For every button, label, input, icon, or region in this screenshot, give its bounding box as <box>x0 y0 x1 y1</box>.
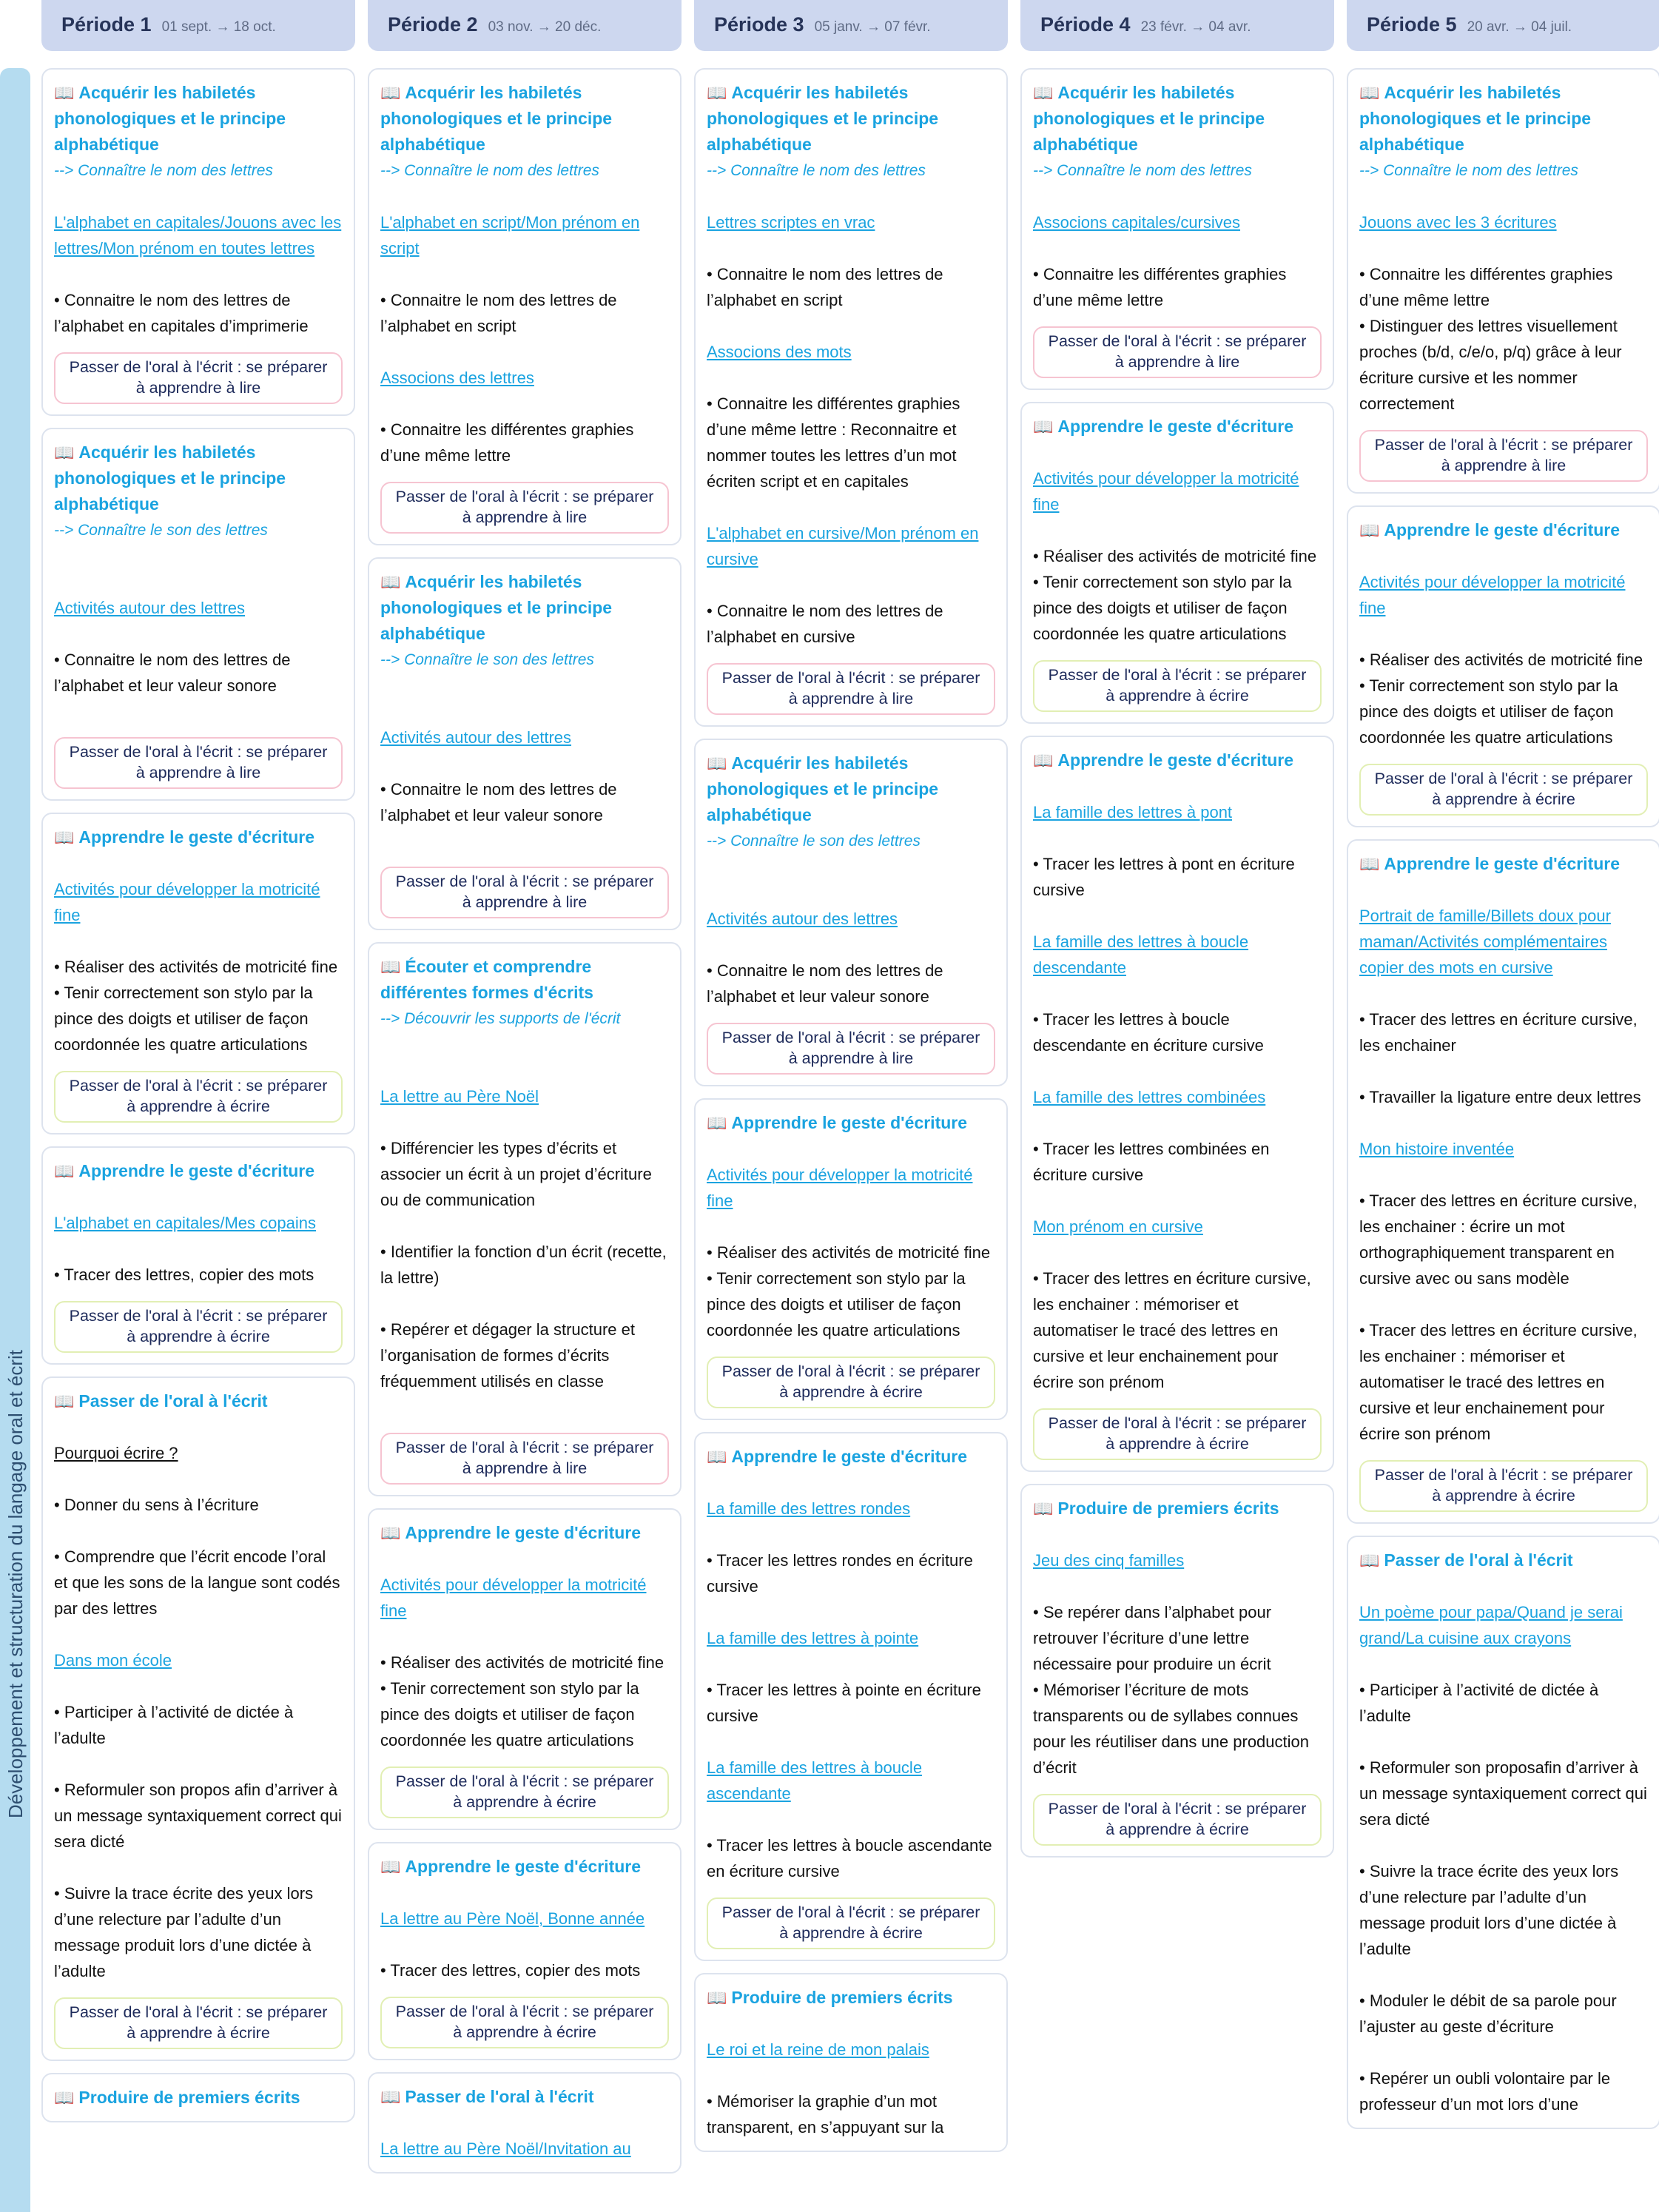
card-title: 📖 Acquérir les habiletés phonologiques et le principe alphabétique <box>54 443 286 514</box>
resource-link[interactable]: Associons des lettres <box>380 369 534 387</box>
period-header-2 <box>368 0 682 51</box>
card-subtitle: --> Connaître le son des lettres <box>707 833 921 850</box>
book-icon: 📖 <box>707 1448 727 1466</box>
book-icon: 📖 <box>380 958 401 976</box>
card-title: 📖 Acquérir les habiletés phonologiques et le principe alphabétique <box>54 83 286 154</box>
skill-bullet: • Réaliser des activités de motricité fine <box>1033 547 1317 565</box>
skill-bullet: • Réaliser des activités de motricité fine <box>54 958 338 976</box>
book-icon: 📖 <box>54 84 75 102</box>
resource-link[interactable]: Activités pour développer la motricité fine <box>380 1576 647 1620</box>
resource-link[interactable]: Activités pour développer la motricité fine <box>1033 469 1299 514</box>
skill-bullet: • Distinguer des lettres visuellement proches (b/d, c/e/o, p/q) grâce à leur écriture cursive et les nommer correctement <box>1359 317 1622 413</box>
skill-bullet: • Reformuler son propos afin d’arriver à un message syntaxiquement correct qui sera dicté <box>54 1781 342 1851</box>
skill-bullet: • Tenir correctement son stylo par la pince des doigts et utiliser de façon coordonnée les quatre articulations <box>380 1679 639 1749</box>
pill-lire[interactable]: Passer de l'oral à l'écrit : se préparer à apprendre à lire <box>1359 430 1648 482</box>
pill-ecrire[interactable]: Passer de l'oral à l'écrit : se préparer à apprendre à écrire <box>54 1997 343 2049</box>
skill-bullet: • Repérer et dégager la structure et l’organisation de formes d’écrits fréquemment utilisés en classe <box>380 1320 635 1391</box>
card-title: 📖 Produire de premiers écrits <box>54 2088 300 2107</box>
skill-bullet: • Connaitre le nom des lettres de l’alphabet et leur valeur sonore <box>54 651 291 695</box>
resource-link[interactable]: La famille des lettres rondes <box>707 1499 911 1518</box>
skill-bullet: • Suivre la trace écrite des yeux lors d’une relecture par l’adulte d’un message produit lors d’une dictée à l’adulte <box>1359 1862 1619 1958</box>
resource-link[interactable]: Activités autour des lettres <box>380 728 572 747</box>
period-title: Période 4 <box>1040 13 1131 36</box>
objective-card <box>368 942 682 1496</box>
book-icon: 📖 <box>707 1989 727 2007</box>
book-icon: 📖 <box>1033 417 1054 436</box>
objective-card <box>368 68 682 545</box>
skill-bullet: • Tenir correctement son stylo par la pince des doigts et utiliser de façon coordonnée les quatre articulations <box>1033 573 1292 643</box>
objective-card <box>368 557 682 930</box>
objective-card <box>368 1842 682 2060</box>
objective-card <box>694 1973 1008 2152</box>
card-title: 📖 Acquérir les habiletés phonologiques et le principe alphabétique <box>380 83 613 154</box>
skill-bullet: • Suivre la trace écrite des yeux lors d’une relecture par l’adulte d’un message produit lors d’une dictée à l’adulte <box>54 1884 314 1980</box>
pill-ecrire[interactable]: Passer de l'oral à l'écrit : se préparer à apprendre à écrire <box>1359 764 1648 816</box>
pill-lire[interactable]: Passer de l'oral à l'écrit : se préparer à apprendre à lire <box>380 867 669 918</box>
skill-bullet: • Connaitre le nom des lettres de l’alphabet et leur valeur sonore <box>707 961 943 1006</box>
skill-bullet: • Connaitre le nom des lettres de l’alphabet en cursive <box>707 602 943 646</box>
card-title: 📖 Apprendre le geste d'écriture <box>1359 520 1621 539</box>
card-title: 📖 Acquérir les habiletés phonologiques et le principe alphabétique <box>707 83 939 154</box>
objective-card <box>1347 839 1659 1524</box>
skill-bullet: • Se repérer dans l’alphabet pour retrouver l’écriture d’une lettre nécessaire pour produire un écrit <box>1033 1603 1272 1673</box>
skill-bullet: • Tracer les lettres à boucle descendante en écriture cursive <box>1033 1010 1264 1055</box>
skill-bullet: • Participer à l’activité de dictée à l’adulte <box>1359 1681 1599 1725</box>
skill-bullet: • Tracer des lettres, copier des mots <box>54 1265 314 1284</box>
resource-link[interactable]: La lettre au Père Noël/Invitation au <box>380 2139 631 2158</box>
objective-card <box>41 68 355 416</box>
pill-lire[interactable]: Passer de l'oral à l'écrit : se préparer à apprendre à lire <box>54 352 343 404</box>
skill-bullet: • Tenir correctement son stylo par la pince des doigts et utiliser de façon coordonnée les quatre articulations <box>1359 676 1618 747</box>
card-title: 📖 Acquérir les habiletés phonologiques et le principe alphabétique <box>1033 83 1265 154</box>
skill-bullet: • Tracer des lettres, copier des mots <box>380 1961 641 1980</box>
period-dates: 03 nov. → 20 déc. <box>488 19 602 35</box>
resource-link[interactable]: Jeu des cinq familles <box>1033 1551 1185 1570</box>
resource-link[interactable]: Activités pour développer la motricité fine <box>54 880 320 924</box>
resource-link[interactable]: La famille des lettres à boucle descendante <box>1033 932 1249 977</box>
pill-ecrire[interactable]: Passer de l'oral à l'écrit : se préparer à apprendre à écrire <box>54 1301 343 1353</box>
book-icon: 📖 <box>1359 855 1380 873</box>
book-icon: 📖 <box>707 84 727 102</box>
skill-bullet: • Connaitre le nom des lettres de l’alphabet en capitales d’imprimerie <box>54 291 309 335</box>
book-icon: 📖 <box>380 1858 401 1876</box>
book-icon: 📖 <box>380 1524 401 1542</box>
resource-link[interactable]: Activités autour des lettres <box>707 910 898 928</box>
skill-bullet: • Réaliser des activités de motricité fine <box>380 1653 664 1672</box>
card-title: 📖 Acquérir les habiletés phonologiques et le principe alphabétique <box>707 753 939 824</box>
book-icon: 📖 <box>707 1114 727 1132</box>
skill-bullet: • Tenir correctement son stylo par la pince des doigts et utiliser de façon coordonnée les quatre articulations <box>54 984 313 1054</box>
objective-card <box>1020 736 1334 1472</box>
resource-link[interactable]: La famille des lettres à pont <box>1033 803 1233 821</box>
skill-bullet: • Réaliser des activités de motricité fine <box>1359 651 1643 669</box>
skill-bullet: • Connaitre les différentes graphies d’une même lettre <box>1359 265 1613 309</box>
objective-card <box>694 68 1008 727</box>
objective-card <box>694 739 1008 1086</box>
pill-ecrire[interactable]: Passer de l'oral à l'écrit : se préparer à apprendre à écrire <box>380 1766 669 1818</box>
skill-bullet: • Tracer les lettres à pointe en écriture cursive <box>707 1681 981 1725</box>
skill-bullet: • Mémoriser l’écriture de mots transparents ou de syllabes connues pour les réutiliser dans une production d’écrit <box>1033 1681 1310 1777</box>
resource-link[interactable]: La famille des lettres combinées <box>1033 1088 1266 1106</box>
period-header-4 <box>1020 0 1334 51</box>
objective-card <box>1020 1484 1334 1858</box>
objective-card <box>1347 505 1659 827</box>
card-title: 📖 Passer de l'oral à l'écrit <box>380 2087 594 2106</box>
book-icon: 📖 <box>380 84 401 102</box>
period-title: Période 1 <box>61 13 152 36</box>
pill-ecrire[interactable]: Passer de l'oral à l'écrit : se préparer à apprendre à écrire <box>707 1357 995 1408</box>
book-icon: 📖 <box>1033 751 1054 770</box>
book-icon: 📖 <box>54 828 75 847</box>
book-icon: 📖 <box>54 2088 75 2107</box>
resource-link[interactable]: Associons capitales/cursives <box>1033 213 1241 232</box>
card-title: 📖 Produire de premiers écrits <box>1033 1499 1279 1518</box>
card-title: 📖 Passer de l'oral à l'écrit <box>54 1391 268 1411</box>
objective-card <box>41 428 355 801</box>
resource-link[interactable]: Activités autour des lettres <box>54 599 246 617</box>
card-title: 📖 Apprendre le geste d'écriture <box>1033 417 1294 436</box>
resource-link[interactable]: Mon histoire inventée <box>1359 1140 1515 1158</box>
card-title: 📖 Passer de l'oral à l'écrit <box>1359 1550 1573 1570</box>
book-icon: 📖 <box>1359 84 1380 102</box>
resource-link[interactable]: Un poème pour papa/Quand je serai grand/La cuisine aux crayons <box>1359 1603 1623 1647</box>
skill-bullet: • Tracer les lettres combinées en écriture cursive <box>1033 1140 1270 1184</box>
card-subtitle: --> Connaître le son des lettres <box>54 522 268 539</box>
resource-link[interactable]: La famille des lettres à pointe <box>707 1629 919 1647</box>
period-title: Période 5 <box>1367 13 1457 36</box>
resource-link[interactable]: Lettres scriptes en vrac <box>707 213 875 232</box>
period-dates: 20 avr. → 04 juil. <box>1467 19 1572 35</box>
book-icon: 📖 <box>1359 1551 1380 1570</box>
column-period-3 <box>694 68 1008 2152</box>
card-title: 📖 Apprendre le geste d'écriture <box>707 1113 968 1132</box>
objective-card <box>694 1432 1008 1961</box>
column-period-4 <box>1020 68 1334 1858</box>
card-subtitle: --> Connaître le son des lettres <box>380 651 594 668</box>
column-period-1 <box>41 68 355 2122</box>
book-icon: 📖 <box>54 1392 75 1411</box>
period-header-3 <box>694 0 1008 51</box>
skill-bullet: • Tracer les lettres rondes en écriture cursive <box>707 1551 973 1596</box>
skill-bullet: • Reformuler son proposafin d’arriver à un message syntaxiquement correct qui sera dicté <box>1359 1758 1647 1829</box>
card-title: 📖 Produire de premiers écrits <box>707 1988 953 2007</box>
skill-bullet: • Connaitre le nom des lettres de l’alphabet en script <box>707 265 943 309</box>
period-dates: 01 sept. → 18 oct. <box>161 19 276 35</box>
resource-link[interactable]: L'alphabet en script/Mon prénom en script <box>380 213 640 258</box>
pill-ecrire[interactable]: Passer de l'oral à l'écrit : se préparer à apprendre à écrire <box>380 1997 669 2048</box>
pill-ecrire[interactable]: Passer de l'oral à l'écrit : se préparer à apprendre à écrire <box>1033 1794 1322 1846</box>
card-subtitle: --> Connaître le nom des lettres <box>707 162 926 179</box>
skill-bullet: • Connaitre le nom des lettres de l’alphabet en script <box>380 291 617 335</box>
skill-bullet: • Tracer des lettres en écriture cursive, les enchainer <box>1359 1010 1638 1055</box>
card-title: 📖 Acquérir les habiletés phonologiques et le principe alphabétique <box>380 572 613 643</box>
domain-label-wrap <box>5 1332 27 1835</box>
objective-card <box>1020 68 1334 390</box>
card-subtitle: --> Connaître le nom des lettres <box>54 162 273 179</box>
pill-ecrire[interactable]: Passer de l'oral à l'écrit : se préparer à apprendre à écrire <box>1359 1460 1648 1512</box>
objective-card <box>41 1376 355 2061</box>
resource-link[interactable]: Activités pour développer la motricité fine <box>707 1166 973 1210</box>
resource-link[interactable]: Jouons avec les 3 écritures <box>1359 213 1557 232</box>
card-title: 📖 Acquérir les habiletés phonologiques et le principe alphabétique <box>1359 83 1592 154</box>
objective-card <box>41 1146 355 1365</box>
skill-bullet: • Connaitre le nom des lettres de l’alphabet et leur valeur sonore <box>380 780 617 824</box>
skill-bullet: • Réaliser des activités de motricité fine <box>707 1243 991 1262</box>
pill-lire[interactable]: Passer de l'oral à l'écrit : se préparer à apprendre à lire <box>380 1433 669 1485</box>
pill-lire[interactable]: Passer de l'oral à l'écrit : se préparer à apprendre à lire <box>707 1023 995 1075</box>
resource-link[interactable]: Mon prénom en cursive <box>1033 1217 1203 1236</box>
pill-lire[interactable]: Passer de l'oral à l'écrit : se préparer à apprendre à lire <box>380 482 669 534</box>
skill-bullet: • Moduler le débit de sa parole pour l’ajuster au geste d’écriture <box>1359 1991 1617 2036</box>
skill-bullet: • Tracer des lettres en écriture cursive, les enchainer : écrire un mot orthographiquement transparent en cursive avec ou sans modèle <box>1359 1191 1638 1288</box>
skill-bullet: • Travailler la ligature entre deux lettres <box>1359 1088 1641 1106</box>
objective-card <box>368 2072 682 2174</box>
skill-bullet: • Repérer un oubli volontaire par le professeur d’un mot lors d’une <box>1359 2069 1611 2114</box>
book-icon: 📖 <box>707 754 727 773</box>
card-title: 📖 Apprendre le geste d'écriture <box>380 1857 642 1876</box>
card-title: 📖 Apprendre le geste d'écriture <box>1359 854 1621 873</box>
objective-card <box>1347 1536 1659 2129</box>
book-icon: 📖 <box>380 2088 401 2106</box>
resource-link[interactable]: Activités pour développer la motricité fine <box>1359 573 1626 617</box>
objective-card <box>1347 68 1659 494</box>
pill-lire[interactable]: Passer de l'oral à l'écrit : se préparer à apprendre à lire <box>1033 326 1322 378</box>
book-icon: 📖 <box>380 573 401 591</box>
skill-bullet: • Tracer les lettres à pont en écriture cursive <box>1033 855 1295 899</box>
resource-link[interactable]: Pourquoi écrire ? <box>54 1444 178 1462</box>
column-period-5 <box>1347 68 1659 2129</box>
period-dates: 23 févr. → 04 avr. <box>1140 19 1251 35</box>
objective-card <box>41 2073 355 2122</box>
resource-link[interactable]: Dans mon école <box>54 1651 172 1670</box>
skill-bullet: • Mémoriser la graphie d’un mot transparent, en s’appuyant sur la <box>707 2092 944 2137</box>
skill-bullet: • Tracer des lettres en écriture cursive, les enchainer : mémoriser et automatiser le tracé des lettres en cursive et leur enchainement pour écrire son prénom <box>1033 1269 1311 1391</box>
resource-link[interactable]: Associons des mots <box>707 343 852 361</box>
resource-link[interactable]: Le roi et la reine de mon palais <box>707 2040 929 2059</box>
pill-ecrire[interactable]: Passer de l'oral à l'écrit : se préparer à apprendre à écrire <box>1033 1408 1322 1460</box>
resource-link[interactable]: Portrait de famille/Billets doux pour maman/Activités complémentaires copier des mots en cursive <box>1359 907 1611 977</box>
period-columns <box>41 68 1659 2174</box>
skill-bullet: • Tracer les lettres à boucle ascendante en écriture cursive <box>707 1836 992 1880</box>
resource-link[interactable]: L'alphabet en capitales/Jouons avec les lettres/Mon prénom en toutes lettres <box>54 213 342 258</box>
card-title: 📖 Apprendre le geste d'écriture <box>1033 750 1294 770</box>
skill-bullet: • Donner du sens à l’écriture <box>54 1496 259 1514</box>
resource-link[interactable]: La lettre au Père Noël, Bonne année <box>380 1909 645 1928</box>
period-title: Période 3 <box>714 13 804 36</box>
domain-label: Développement et structuration du langage oral et écrit <box>4 1349 27 1818</box>
objective-card <box>1020 402 1334 724</box>
book-icon: 📖 <box>54 1162 75 1180</box>
card-subtitle: --> Découvrir les supports de l'écrit <box>380 1010 621 1027</box>
card-title: 📖 Apprendre le geste d'écriture <box>380 1523 642 1542</box>
skill-bullet: • Connaitre les différentes graphies d’une même lettre <box>380 420 634 465</box>
card-title: 📖 Écouter et comprendre différentes formes d'écrits <box>380 957 593 1002</box>
resource-link[interactable]: La famille des lettres à boucle ascendante <box>707 1758 923 1803</box>
pill-ecrire[interactable]: Passer de l'oral à l'écrit : se préparer à apprendre à écrire <box>707 1897 995 1949</box>
skill-bullet: • Connaitre les différentes graphies d’une même lettre <box>1033 265 1287 309</box>
pill-lire[interactable]: Passer de l'oral à l'écrit : se préparer à apprendre à lire <box>707 663 995 715</box>
card-subtitle: --> Connaître le nom des lettres <box>380 162 599 179</box>
domain-side-band <box>0 68 30 2212</box>
objective-card <box>694 1098 1008 1420</box>
skill-bullet: • Participer à l’activité de dictée à l’adulte <box>54 1703 294 1747</box>
skill-bullet: • Différencier les types d’écrits et associer un écrit à un projet d’écriture ou de communication <box>380 1139 652 1209</box>
book-icon: 📖 <box>1033 84 1054 102</box>
card-title: 📖 Apprendre le geste d'écriture <box>54 827 315 847</box>
card-title: 📖 Apprendre le geste d'écriture <box>707 1447 968 1466</box>
skill-bullet: • Identifier la fonction d’un écrit (recette, la lettre) <box>380 1243 667 1287</box>
period-dates: 05 janv. → 07 févr. <box>814 19 931 35</box>
skill-bullet: • Tenir correctement son stylo par la pince des doigts et utiliser de façon coordonnée les quatre articulations <box>707 1269 966 1339</box>
skill-bullet: • Connaitre les différentes graphies d’une même lettre : Reconnaitre et nommer toutes les lettres d’un mot écriten script et en capitales <box>707 394 960 491</box>
period-header-row <box>41 0 1659 51</box>
card-subtitle: --> Connaître le nom des lettres <box>1033 162 1252 179</box>
pill-ecrire[interactable]: Passer de l'oral à l'écrit : se préparer à apprendre à écrire <box>54 1071 343 1123</box>
book-icon: 📖 <box>54 443 75 462</box>
resource-link[interactable]: L'alphabet en cursive/Mon prénom en cursive <box>707 524 979 568</box>
skill-bullet: • Tracer des lettres en écriture cursive, les enchainer : mémoriser et automatiser le tracé des lettres en cursive et leur enchainement pour écrire son prénom <box>1359 1321 1638 1443</box>
pill-ecrire[interactable]: Passer de l'oral à l'écrit : se préparer à apprendre à écrire <box>1033 660 1322 712</box>
period-title: Période 2 <box>388 13 478 36</box>
column-period-2 <box>368 68 682 2174</box>
resource-link[interactable]: L'alphabet en capitales/Mes copains <box>54 1214 316 1232</box>
card-title: 📖 Apprendre le geste d'écriture <box>54 1161 315 1180</box>
skill-bullet: • Comprendre que l’écrit encode l’oral et que les sons de la langue sont codés par des lettres <box>54 1547 340 1618</box>
book-icon: 📖 <box>1359 521 1380 539</box>
card-subtitle: --> Connaître le nom des lettres <box>1359 162 1578 179</box>
objective-card <box>41 813 355 1134</box>
resource-link[interactable]: La lettre au Père Noël <box>380 1087 539 1106</box>
objective-card <box>368 1508 682 1830</box>
period-header-1 <box>41 0 355 51</box>
pill-lire[interactable]: Passer de l'oral à l'écrit : se préparer à apprendre à lire <box>54 737 343 789</box>
book-icon: 📖 <box>1033 1499 1054 1518</box>
period-header-5 <box>1347 0 1659 51</box>
